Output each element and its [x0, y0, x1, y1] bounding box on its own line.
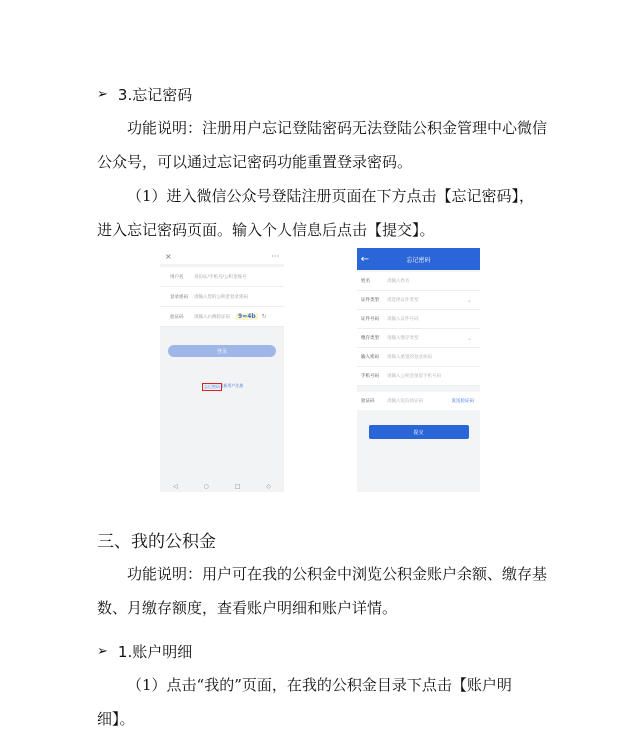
android-nav-bar — [160, 480, 284, 492]
id-number-row[interactable] — [357, 310, 480, 329]
field-label: 证件号码 — [361, 317, 379, 322]
section-heading-account-details — [97, 641, 192, 662]
section-heading-my-fund: 三、我的公积金 — [97, 532, 216, 552]
forgot-password-step1: （1）进入微信公众号登陆注册页面在下方点击【忘记密码】，进入忘记密码页面。输入个人信息后点击【提交】。 — [97, 187, 535, 239]
recent-nav-icon[interactable]: □ — [234, 482, 241, 490]
captcha-image[interactable]: 9≈4b — [238, 313, 256, 320]
username-input[interactable]: 身份证/手机号/公积金账号 — [194, 274, 247, 280]
phone-topbar — [160, 248, 284, 264]
login-screenshot — [160, 248, 284, 492]
forgot-password-description: 功能说明：注册用户忘记登陆密码无法登陆公积金管理中心微信公众号，可以通过忘记密码功能重置登录密码。 — [97, 119, 548, 171]
password-input[interactable]: 请输入您的公积金登录密码 — [194, 294, 248, 300]
sms-code-row[interactable] — [357, 392, 480, 410]
submit-button[interactable]: 提交 — [369, 425, 469, 439]
id-number-input[interactable]: 请输入证件号码 — [387, 317, 419, 322]
name-row[interactable] — [357, 272, 480, 291]
field-label: 证件类型 — [361, 298, 379, 303]
back-nav-icon[interactable]: ◁ — [172, 482, 178, 490]
new-password-input[interactable]: 请输入重置的登录密码 — [387, 355, 432, 360]
captcha-row[interactable] — [160, 307, 284, 327]
send-code-button[interactable]: 发送验证码 — [451, 399, 474, 404]
section-heading-forgot-password — [97, 84, 192, 105]
field-label: 用户名 — [170, 274, 184, 280]
chevron-down-icon: ⌄ — [466, 296, 472, 304]
login-button[interactable]: 登录 — [168, 345, 276, 357]
register-link[interactable]: |新用户注册 — [222, 383, 244, 388]
my-fund-description: 功能说明：用户可在我的公积金中浏览公积金账户余额、缴存基数、月缴存额度，查看账户明细和账户详情。 — [97, 565, 548, 617]
field-label: 验证码 — [361, 399, 375, 404]
phone-number-row[interactable] — [357, 367, 480, 386]
name-input[interactable]: 请输入姓名 — [387, 279, 410, 284]
captcha-input[interactable]: 请输入右侧验证码 — [194, 314, 230, 320]
new-password-row[interactable] — [357, 348, 480, 367]
deposit-type-row[interactable] — [357, 329, 480, 348]
forgot-password-link[interactable]: 忘记密码 — [204, 384, 220, 389]
forgot-password-screenshot — [357, 248, 480, 492]
field-label: 手机号码 — [361, 374, 379, 379]
deposit-type-select[interactable]: 请输入缴存类型 — [387, 336, 419, 341]
field-label: 缴存类型 — [361, 336, 379, 341]
field-label: 输入密码 — [361, 355, 379, 360]
username-row[interactable] — [160, 267, 284, 287]
sms-code-input[interactable]: 请输入短信验证码 — [387, 399, 423, 404]
back-arrow-icon[interactable]: ← — [360, 253, 370, 265]
field-label: 登录密码 — [170, 294, 188, 300]
section-title: 3.忘记密码 — [117, 86, 193, 104]
refresh-icon[interactable]: ↻ — [261, 313, 267, 320]
section-title: 1.账户明细 — [117, 643, 193, 661]
forgot-password-form — [357, 272, 480, 386]
bullet-arrow-icon: ➢ — [97, 87, 108, 102]
close-icon[interactable]: × — [165, 251, 172, 261]
forgot-password-header — [357, 248, 480, 270]
password-row[interactable] — [160, 287, 284, 307]
home-nav-icon[interactable]: ○ — [203, 482, 209, 490]
phone-number-input[interactable]: 请输入公积金预留手机号码 — [387, 374, 441, 379]
id-type-row[interactable] — [357, 291, 480, 310]
bullet-arrow-icon: ➢ — [97, 644, 108, 659]
login-links — [202, 383, 243, 391]
account-details-step1: （1）点击“我的”页面，在我的公积金目录下点击【账户明细】。 — [97, 676, 512, 728]
more-icon[interactable]: ··· — [271, 251, 279, 261]
header-title: 忘记密码 — [406, 256, 431, 264]
field-label: 姓名 — [361, 279, 370, 284]
field-label: 验证码 — [170, 314, 184, 320]
menu-nav-icon[interactable]: ◇ — [266, 482, 271, 490]
chevron-down-icon: ⌄ — [466, 334, 472, 342]
login-form — [160, 267, 284, 327]
id-type-select[interactable]: 请选择证件类型 — [387, 298, 419, 303]
